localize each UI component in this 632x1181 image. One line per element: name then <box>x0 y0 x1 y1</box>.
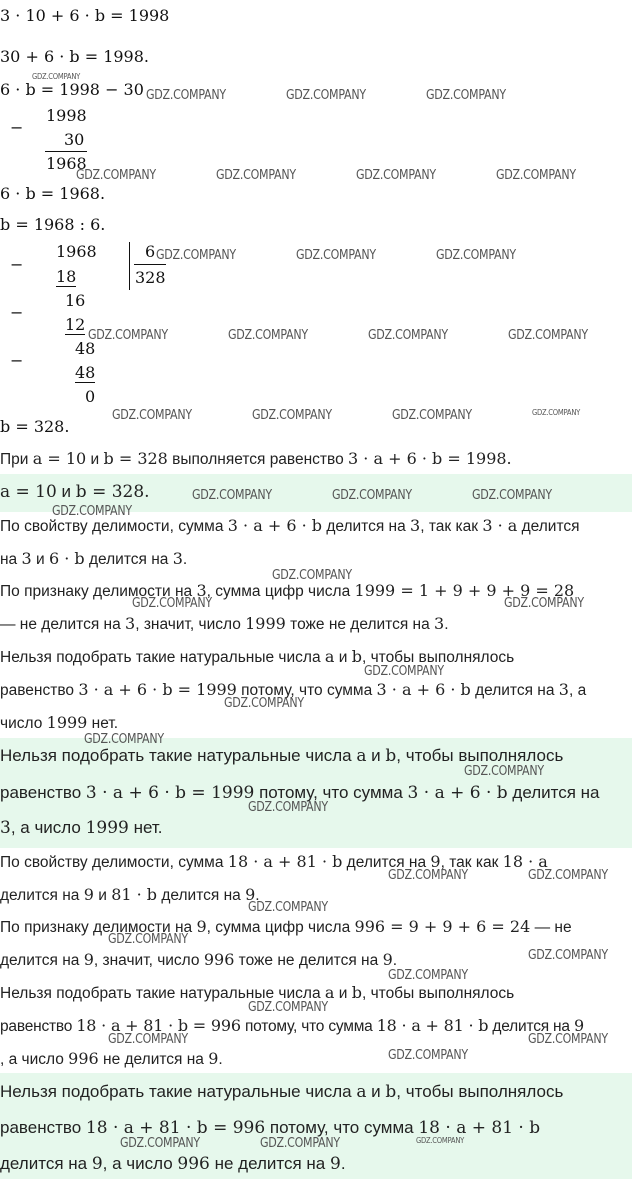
paragraph-conclusion-996-line-2: равенство 18 · a + 81 · b = 996 потому, что сумма 18 · a + 81 · b делится на 9 <box>0 1016 584 1035</box>
watermark: GDZ.COMPANY <box>252 408 332 423</box>
watermark: GDZ.COMPANY <box>272 568 352 583</box>
paragraph-conclusion-1999-line-2: равенство 3 · a + 6 · b = 1999 потому, что сумма 3 · a + 6 · b делится на 3, а <box>0 680 587 699</box>
division-remainder-1: 16 <box>65 291 86 310</box>
watermark: GDZ.COMPANY <box>332 488 412 503</box>
watermark: GDZ.COMPANY <box>472 488 552 503</box>
division-step-3: 48 <box>75 363 96 382</box>
division-dividend: 1968 <box>56 242 97 261</box>
subtraction-minus: − <box>10 118 24 137</box>
watermark: GDZ.COMPANY <box>436 248 516 263</box>
division-minus-2: − <box>10 303 24 322</box>
watermark: GDZ.COMPANY <box>392 408 472 423</box>
division-quotient-line <box>134 264 166 265</box>
watermark: GDZ.COMPANY <box>216 168 296 183</box>
paragraph-conclusion-1999-line-3: число 1999 нет. <box>0 713 119 732</box>
division-remainder-3: 0 <box>85 387 96 406</box>
division-quotient: 328 <box>135 268 166 287</box>
answer-2-line-3: 3, а число 1999 нет. <box>0 818 163 838</box>
watermark: GDZ.COMPANY <box>388 1048 468 1063</box>
answer-2-line-1: Нельзя подобрать такие натуральные числа a и b, чтобы выполнялось <box>0 746 564 766</box>
watermark: GDZ.COMPANY <box>224 696 304 711</box>
answer-3-line-2: равенство 18 · a + 81 · b = 996 потому, что сумма 18 · a + 81 · b <box>0 1118 541 1138</box>
watermark: GDZ.COMPANY <box>112 408 192 423</box>
watermark: GDZ.COMPANY <box>84 732 164 747</box>
watermark: GDZ.COMPANY <box>356 168 436 183</box>
watermark: GDZ.COMPANY <box>296 248 376 263</box>
equation-line-4: 6 · b = 1968. <box>0 184 106 203</box>
watermark: GDZ.COMPANY <box>32 72 81 81</box>
watermark: GDZ.COMPANY <box>388 868 468 883</box>
subtraction-top: 1998 <box>46 106 87 125</box>
equation-line-6: b = 328. <box>0 417 70 436</box>
subtraction-middle: 30 <box>64 130 85 149</box>
subtraction-result: 1968 <box>46 154 87 173</box>
paragraph-divisibility-3-line-2: на 3 и 6 · b делится на 3. <box>0 549 188 568</box>
watermark: GDZ.COMPANY <box>496 168 576 183</box>
paragraph-digit-sum-3-line-2: — не делится на 3, значит, число 1999 тоже не делится на 3. <box>0 614 449 633</box>
watermark: GDZ.COMPANY <box>426 88 506 103</box>
paragraph-conclusion-1999-line-1: Нельзя подобрать такие натуральные числа a и b, чтобы выполнялось <box>0 647 515 666</box>
watermark: GDZ.COMPANY <box>228 328 308 343</box>
paragraph-digit-sum-3-line-1: По признаку делимости на 3, сумма цифр числа 1999 = 1 + 9 + 9 + 9 = 28 <box>0 581 575 600</box>
paragraph-conclusion-996-line-3: , а число 996 не делится на 9. <box>0 1049 223 1068</box>
watermark: GDZ.COMPANY <box>156 248 236 263</box>
watermark: GDZ.COMPANY <box>528 1032 608 1047</box>
watermark: GDZ.COMPANY <box>146 88 226 103</box>
watermark: GDZ.COMPANY <box>532 408 581 417</box>
watermark: GDZ.COMPANY <box>248 800 328 815</box>
answer-3-line-3: делится на 9, а число 996 не делится на 9. <box>0 1154 346 1174</box>
answer-2-line-2: равенство 3 · a + 6 · b = 1999 потому, что сумма 3 · a + 6 · b делится на <box>0 783 600 803</box>
answer-3-line-1: Нельзя подобрать такие натуральные числа a и b, чтобы выполнялось <box>0 1082 564 1102</box>
watermark: GDZ.COMPANY <box>120 1136 200 1151</box>
paragraph-divisibility-9-line-2: делится на 9 и 81 · b делится на 9. <box>0 885 260 904</box>
watermark: GDZ.COMPANY <box>248 900 328 915</box>
paragraph-conclusion-996-line-1: Нельзя подобрать такие натуральные числа a и b, чтобы выполнялось <box>0 983 515 1002</box>
watermark: GDZ.COMPANY <box>364 664 444 679</box>
watermark: GDZ.COMPANY <box>108 932 188 947</box>
subtraction-line <box>45 151 87 152</box>
watermark: GDZ.COMPANY <box>88 328 168 343</box>
equation-line-1: 3 · 10 + 6 · b = 1998 <box>0 6 170 25</box>
paragraph-solution: При a = 10 и b = 328 выполняется равенство 3 · a + 6 · b = 1998. <box>0 449 512 468</box>
watermark: GDZ.COMPANY <box>368 328 448 343</box>
equation-line-2: 30 + 6 · b = 1998. <box>0 47 149 66</box>
watermark: GDZ.COMPANY <box>504 596 584 611</box>
paragraph-divisibility-9-line-1: По свойству делимости, сумма 18 · a + 81 · b делится на 9, так как 18 · a <box>0 852 548 871</box>
watermark: GDZ.COMPANY <box>416 1136 465 1145</box>
division-remainder-2: 48 <box>75 339 96 358</box>
watermark: GDZ.COMPANY <box>52 504 132 519</box>
watermark: GDZ.COMPANY <box>528 948 608 963</box>
division-bar <box>129 242 130 290</box>
watermark: GDZ.COMPANY <box>192 488 272 503</box>
watermark: GDZ.COMPANY <box>132 596 212 611</box>
watermark: GDZ.COMPANY <box>286 88 366 103</box>
paragraph-divisibility-3-line-1: По свойству делимости, сумма 3 · a + 6 · b делится на 3, так как 3 · a делится <box>0 516 580 535</box>
watermark: GDZ.COMPANY <box>248 1000 328 1015</box>
answer-1: a = 10 и b = 328. <box>0 482 150 502</box>
equation-line-5: b = 1968 : 6. <box>0 215 106 234</box>
watermark: GDZ.COMPANY <box>508 328 588 343</box>
watermark: GDZ.COMPANY <box>76 168 156 183</box>
watermark: GDZ.COMPANY <box>260 1136 340 1151</box>
watermark: GDZ.COMPANY <box>464 764 544 779</box>
paragraph-digit-sum-9-line-1: По признаку делимости на 9, сумма цифр числа 996 = 9 + 9 + 6 = 24 — не <box>0 917 572 936</box>
equation-line-3: 6 · b = 1998 − 30 <box>0 80 144 99</box>
division-minus-3: − <box>10 351 24 370</box>
division-step-1: 18 <box>56 267 77 286</box>
division-step-2: 12 <box>65 315 86 334</box>
watermark: GDZ.COMPANY <box>108 1032 188 1047</box>
watermark: GDZ.COMPANY <box>388 968 468 983</box>
division-minus-1: − <box>10 255 24 274</box>
division-divisor: 6 <box>145 242 156 261</box>
paragraph-digit-sum-9-line-2: делится на 9, значит, число 996 тоже не делится на 9. <box>0 950 398 969</box>
watermark: GDZ.COMPANY <box>528 868 608 883</box>
